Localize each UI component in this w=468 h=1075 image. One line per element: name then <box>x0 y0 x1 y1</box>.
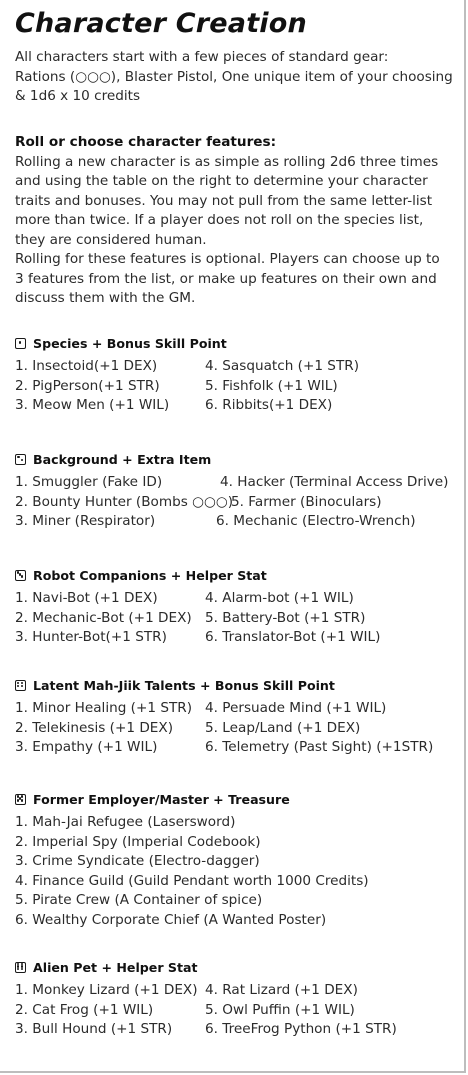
list-item: 1. Insectoid(+1 DEX) <box>15 358 158 374</box>
list-item: 6. Wealthy Corporate Chief (A Wanted Poster) <box>15 911 327 928</box>
roll-line: Rolling a new character is as simple as rolling 2d6 three times <box>15 153 439 170</box>
list-item: 6. Mechanic (Electro-Wrench) <box>216 513 416 529</box>
list-row <box>15 891 460 911</box>
section-title: Species + Bonus Skill Point <box>33 335 227 351</box>
section-title: Latent Mah-Jiik Talents + Bonus Skill Point <box>33 677 335 693</box>
intro-line: All characters start with a few pieces of standard gear: <box>15 49 389 65</box>
list-item: 5. Fishfolk (+1 WIL) <box>205 377 338 394</box>
section-title: Former Employer/Master + Treasure <box>33 791 290 807</box>
list-item: 6. Translator-Bot (+1 WIL) <box>205 629 381 645</box>
list-item: 1. Minor Healing (+1 STR) <box>15 700 193 716</box>
list-row <box>15 872 460 892</box>
list-item: 5. Owl Puffin (+1 WIL) <box>205 1001 355 1018</box>
list-row <box>15 719 460 739</box>
talents-list <box>15 699 460 758</box>
list-item: 5. Farmer (Binoculars) <box>231 493 382 510</box>
list-item: 4. Persuade Mind (+1 WIL) <box>205 700 387 716</box>
list-item: 6. Ribbits(+1 DEX) <box>205 397 333 413</box>
intro-line: & 1d6 x 10 credits <box>15 88 141 104</box>
roll-line: and using the table on the right to determine your character <box>15 173 428 189</box>
list-row <box>15 911 460 931</box>
list-row <box>15 852 460 872</box>
list-item: 5. Pirate Crew (A Container of spice) <box>15 892 263 908</box>
list-item: 3. Empathy (+1 WIL) <box>15 739 158 755</box>
list-item: 4. Alarm-bot (+1 WIL) <box>205 590 354 606</box>
list-item: 1. Mah-Jai Refugee (Lasersword) <box>15 814 236 830</box>
list-item: 3. Miner (Respirator) <box>15 513 156 529</box>
list-row <box>15 357 460 377</box>
background-list <box>15 473 460 532</box>
roll-heading: Roll or choose character features: <box>15 134 277 150</box>
section-header <box>15 449 460 469</box>
section-header <box>15 333 460 353</box>
list-item: 6. Telemetry (Past Sight) (+1STR) <box>205 739 434 755</box>
list-item: 1. Monkey Lizard (+1 DEX) <box>15 982 198 998</box>
list-item: 6. TreeFrog Python (+1 STR) <box>205 1021 397 1037</box>
die-three-icon <box>15 570 26 581</box>
list-row <box>15 813 460 833</box>
list-row <box>15 981 460 1001</box>
former-employer-section <box>15 789 460 930</box>
roll-line: discuss them with the GM. <box>15 290 196 306</box>
list-row <box>15 1001 460 1021</box>
list-row <box>15 396 460 416</box>
list-item: 2. Mechanic-Bot (+1 DEX) <box>15 609 192 626</box>
die-six-icon <box>15 962 26 973</box>
roll-line: they are considered human. <box>15 231 207 248</box>
die-five-icon <box>15 794 26 805</box>
list-row <box>15 609 460 629</box>
list-row <box>15 833 460 853</box>
section-header <box>15 789 460 809</box>
list-item: 2. Cat Frog (+1 WIL) <box>15 1001 154 1018</box>
list-item: 3. Hunter-Bot(+1 STR) <box>15 629 167 645</box>
list-item: 3. Meow Men (+1 WIL) <box>15 397 170 413</box>
section-title: Background + Extra Item <box>33 451 212 467</box>
alien-pet-list <box>15 981 460 1040</box>
section-header <box>15 957 460 977</box>
roll-line: traits and bonuses. You may not pull from the same letter-list <box>15 192 433 209</box>
list-row <box>15 738 460 758</box>
section-title: Alien Pet + Helper Stat <box>33 959 198 975</box>
talents-section <box>15 675 460 758</box>
roll-line: Rolling for these features is optional. Players can choose up to <box>15 251 440 267</box>
intro-line: Rations (○○○), Blaster Pistol, One unique item of your choosing <box>15 68 453 85</box>
list-row <box>15 628 460 648</box>
list-item: 4. Sasquatch (+1 STR) <box>205 358 359 374</box>
list-item: 5. Leap/Land (+1 DEX) <box>205 719 361 736</box>
alien-pet-section <box>15 957 460 1040</box>
section-title: Robot Companions + Helper Stat <box>33 567 267 583</box>
employer-list <box>15 813 460 930</box>
list-row <box>15 699 460 719</box>
list-row <box>15 512 460 532</box>
list-item: 3. Bull Hound (+1 STR) <box>15 1021 173 1037</box>
list-item: 1. Navi-Bot (+1 DEX) <box>15 590 158 606</box>
intro-text <box>15 48 455 107</box>
species-list <box>15 357 460 416</box>
section-header <box>15 675 460 695</box>
background-section <box>15 449 460 532</box>
list-row <box>15 377 460 397</box>
roll-line: 3 features from the list, or make up features on their own and <box>15 270 437 287</box>
list-item: 1. Smuggler (Fake ID) <box>15 474 163 490</box>
list-item: 5. Battery-Bot (+1 STR) <box>205 609 366 626</box>
list-item: 4. Hacker (Terminal Access Drive) <box>220 474 449 490</box>
roll-instructions <box>15 133 460 309</box>
species-section <box>15 333 460 416</box>
list-row <box>15 1020 460 1040</box>
section-header <box>15 565 460 585</box>
list-item: 2. Bounty Hunter (Bombs ○○○) <box>15 493 234 510</box>
list-row <box>15 493 460 513</box>
list-item: 2. Imperial Spy (Imperial Codebook) <box>15 833 261 850</box>
page-title: Character Creation <box>15 8 307 39</box>
roll-line: more than twice. If a player does not roll on the species list, <box>15 212 424 228</box>
die-two-icon <box>15 454 26 465</box>
die-one-icon <box>15 338 26 349</box>
list-item: 3. Crime Syndicate (Electro-dagger) <box>15 853 260 869</box>
die-four-icon <box>15 680 26 691</box>
robot-companions-section <box>15 565 460 648</box>
list-row <box>15 473 460 493</box>
list-item: 4. Rat Lizard (+1 DEX) <box>205 982 358 998</box>
list-item: 2. Telekinesis (+1 DEX) <box>15 719 174 736</box>
list-row <box>15 589 460 609</box>
robot-list <box>15 589 460 648</box>
list-item: 2. PigPerson(+1 STR) <box>15 377 160 394</box>
list-item: 4. Finance Guild (Guild Pendant worth 1000 Credits) <box>15 872 369 889</box>
